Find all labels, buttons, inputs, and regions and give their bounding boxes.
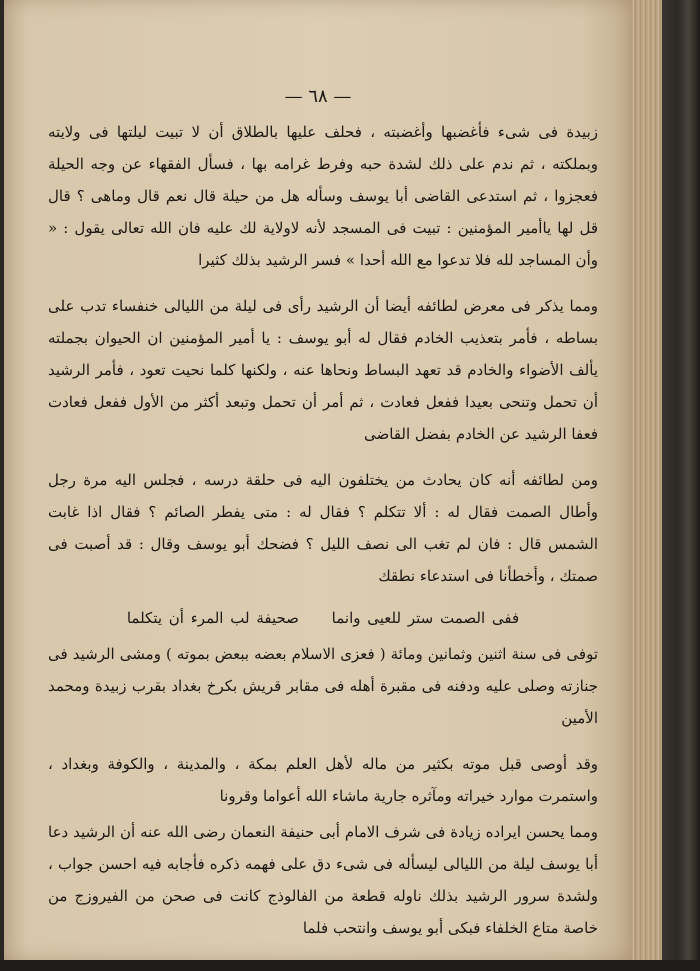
paragraph-beetle-anecdote: ومما يذكر فى معرض لطائفه أيضا أن الرشيد رأى فى ليلة من الليالى خنفساء تدب على بساطه ، فأمر بتعذيب الخادم فقال له أبو يوسف : يا أمير المؤمنين ان الحيوان بجملته يألف الأضواء والخادم قد تعهد البساط ونحاها عنه ، ولكنها كلما نحيت تعود ، فأمر الرشيد أن تحمل وتنحى بعيدا ففعل فعادت ، ثم أمر أن تحمل وتبعد أكثر من الأول ففعل فعادت فعفا الرشيد عن الخادم بفضل القاضى (48, 297, 598, 443)
book-cover-edge (662, 0, 700, 971)
scan-bottom-border (0, 960, 700, 971)
verse-first-hemistich: ففى الصمت ستر للعيى وانما (331, 609, 520, 627)
poetry-verse (48, 602, 598, 634)
page-stack-edge (632, 0, 662, 960)
verse-second-hemistich: صحيفة لب المرء أن يتكلما (126, 609, 299, 627)
body-text (48, 116, 598, 944)
paragraph-zubaida-oath: زبيدة فى شىء فأغضبها وأغضبته ، فحلف عليها بالطلاق أن لا تبيت ليلتها فى ولايته وبملكته ، ثم ندم على ذلك لشدة حبه وفرط غرامه بها ، فسأل الفقهاء عن وجه الحيلة فعجزوا ، ثم استدعى القاضى أبا يوسف وسأله هل من حيلة قال نعم قال وماهى ؟ قال قل لها ياأمير المؤمنين : تبيت فى المسجد لأنه لاولاية لك عليه فان الله تعالى يقول : « وأن المساجد لله فلا تدعوا مع الله أحدا » فسر الرشيد بذلك كثيرا (48, 123, 598, 269)
paragraph-death: توفى فى سنة اثنين وثمانين ومائة ( فعزى الاسلام بعضه ببعض بموته ) ومشى الرشيد فى جنازته وصلى عليه ودفنه فى مقبرة أهله فى مقابر قريش بكرخ بغداد بقرب زبيدة ومحمد الأمين (48, 645, 598, 727)
paragraph-abu-hanifa: ومما يحسن ايراده زيادة فى شرف الامام أبى حنيفة النعمان رضى الله عنه أن الرشيد دعا أبا يوسف ليلة من الليالى ليسأله فى شىء دق على فهمه ذكره فأجابه فيه احسن جواب ، ولشدة سرور الرشيد بذلك ناوله قطعة من الفالوذج كانت فى صحن من الفيروزج من خاصة متاع الخلفاء فبكى أبو يوسف وانتحب فلما (48, 823, 599, 937)
paragraph-silent-man: ومن لطائفه أنه كان يحادث من يختلفون اليه فى حلقة درسه ، فجلس اليه مرة رجل وأطال الصمت فقال له : ألا تتكلم ؟ فقال له : متى يفطر الصائم ؟ فقال اذا غابت الشمس قال : فان لم تغب الى نصف الليل ؟ فضحك أبو يوسف وقال : قد أصبت فى صمتك ، وأخطأنا فى استدعاء نطقك (48, 471, 598, 585)
paragraph-bequest: وقد أوصى قبل موته بكثير من ماله لأهل العلم بمكة ، والمدينة ، والكوفة وبغداد ، واستمرت موارد خيراته ومآثره جارية ماشاء الله أعواما وقرونا (48, 755, 598, 805)
page-number: — ٦٨ — (284, 86, 352, 107)
